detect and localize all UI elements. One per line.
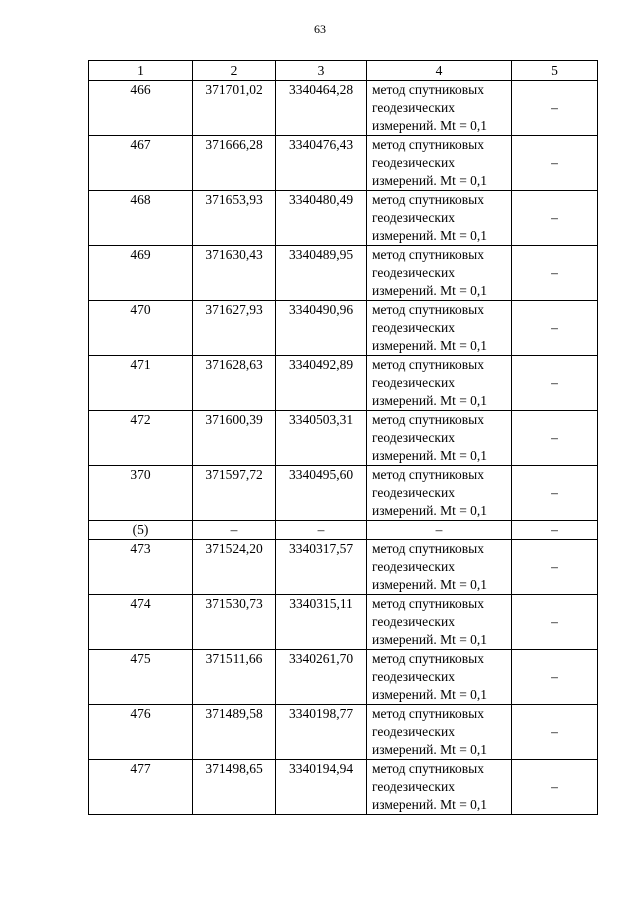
method-line: измерений. Mt = 0,1	[372, 742, 488, 757]
header-cell-1: 1	[89, 61, 193, 81]
note-cell: –	[512, 246, 598, 301]
note-cell: –	[512, 191, 598, 246]
method-line: метод спутниковых	[372, 302, 484, 317]
note-cell: –	[512, 411, 598, 466]
method-line: измерений. Mt = 0,1	[372, 448, 488, 463]
method-cell	[367, 81, 512, 136]
y-coordinate-cell: 3340476,43	[276, 136, 367, 191]
method-line: геодезических	[372, 320, 455, 335]
method-cell	[367, 246, 512, 301]
method-line: геодезических	[372, 485, 455, 500]
method-line: измерений. Mt = 0,1	[372, 577, 488, 592]
point-number-cell: 469	[89, 246, 193, 301]
point-number-cell: 470	[89, 301, 193, 356]
x-coordinate-cell: 371597,72	[193, 466, 276, 521]
point-number-cell: 471	[89, 356, 193, 411]
x-coordinate-cell: 371524,20	[193, 540, 276, 595]
table-row	[89, 81, 598, 136]
point-number-cell: 474	[89, 595, 193, 650]
y-coordinate-cell: 3340503,31	[276, 411, 367, 466]
method-line: измерений. Mt = 0,1	[372, 632, 488, 647]
point-number-cell: 476	[89, 705, 193, 760]
y-coordinate-cell: 3340480,49	[276, 191, 367, 246]
header-cell-3: 3	[276, 61, 367, 81]
method-cell	[367, 136, 512, 191]
separator-x-cell: –	[193, 521, 276, 540]
method-line: метод спутниковых	[372, 467, 484, 482]
method-line: измерений. Mt = 0,1	[372, 283, 488, 298]
method-line: метод спутниковых	[372, 596, 484, 611]
method-line: геодезических	[372, 779, 455, 794]
method-cell	[367, 595, 512, 650]
method-line: измерений. Mt = 0,1	[372, 173, 488, 188]
method-line: геодезических	[372, 669, 455, 684]
note-cell: –	[512, 705, 598, 760]
header-cell-4: 4	[367, 61, 512, 81]
method-line: измерений. Mt = 0,1	[372, 338, 488, 353]
method-line: геодезических	[372, 265, 455, 280]
y-coordinate-cell: 3340490,96	[276, 301, 367, 356]
method-line: метод спутниковых	[372, 247, 484, 262]
y-coordinate-cell: 3340464,28	[276, 81, 367, 136]
x-coordinate-cell: 371701,02	[193, 81, 276, 136]
point-number-cell: 466	[89, 81, 193, 136]
method-line: геодезических	[372, 100, 455, 115]
y-coordinate-cell: 3340317,57	[276, 540, 367, 595]
x-coordinate-cell: 371489,58	[193, 705, 276, 760]
x-coordinate-cell: 371628,63	[193, 356, 276, 411]
note-cell: –	[512, 760, 598, 815]
method-line: геодезических	[372, 430, 455, 445]
method-cell	[367, 540, 512, 595]
separator-note-cell: –	[512, 521, 598, 540]
note-cell: –	[512, 466, 598, 521]
method-cell	[367, 650, 512, 705]
table-row	[89, 650, 598, 705]
separator-num-cell: (5)	[89, 521, 193, 540]
x-coordinate-cell: 371511,66	[193, 650, 276, 705]
method-line: метод спутниковых	[372, 706, 484, 721]
method-line: метод спутниковых	[372, 357, 484, 372]
x-coordinate-cell: 371498,65	[193, 760, 276, 815]
method-line: геодезических	[372, 614, 455, 629]
point-number-cell: 370	[89, 466, 193, 521]
note-cell: –	[512, 650, 598, 705]
x-coordinate-cell: 371627,93	[193, 301, 276, 356]
method-line: измерений. Mt = 0,1	[372, 393, 488, 408]
note-cell: –	[512, 136, 598, 191]
coordinates-table-body	[89, 61, 598, 815]
method-line: измерений. Mt = 0,1	[372, 228, 488, 243]
x-coordinate-cell: 371630,43	[193, 246, 276, 301]
method-line: метод спутниковых	[372, 82, 484, 97]
table-row	[89, 411, 598, 466]
note-cell: –	[512, 301, 598, 356]
header-cell-5: 5	[512, 61, 598, 81]
y-coordinate-cell: 3340315,11	[276, 595, 367, 650]
point-number-cell: 472	[89, 411, 193, 466]
table-row	[89, 136, 598, 191]
table-row	[89, 760, 598, 815]
method-cell	[367, 760, 512, 815]
point-number-cell: 475	[89, 650, 193, 705]
note-cell: –	[512, 595, 598, 650]
x-coordinate-cell: 371653,93	[193, 191, 276, 246]
y-coordinate-cell: 3340495,60	[276, 466, 367, 521]
y-coordinate-cell: 3340492,89	[276, 356, 367, 411]
table-header-row	[89, 61, 598, 81]
header-cell-2: 2	[193, 61, 276, 81]
y-coordinate-cell: 3340489,95	[276, 246, 367, 301]
method-line: метод спутниковых	[372, 192, 484, 207]
note-cell: –	[512, 356, 598, 411]
x-coordinate-cell: 371666,28	[193, 136, 276, 191]
table-row	[89, 595, 598, 650]
method-cell	[367, 301, 512, 356]
point-number-cell: 473	[89, 540, 193, 595]
method-line: измерений. Mt = 0,1	[372, 797, 488, 812]
method-line: метод спутниковых	[372, 761, 484, 776]
method-line: геодезических	[372, 375, 455, 390]
method-line: измерений. Mt = 0,1	[372, 503, 488, 518]
method-line: измерений. Mt = 0,1	[372, 118, 488, 133]
method-cell	[367, 466, 512, 521]
method-line: измерений. Mt = 0,1	[372, 687, 488, 702]
table-row	[89, 301, 598, 356]
table-row	[89, 356, 598, 411]
y-coordinate-cell: 3340198,77	[276, 705, 367, 760]
point-number-cell: 467	[89, 136, 193, 191]
method-line: геодезических	[372, 724, 455, 739]
table-row	[89, 705, 598, 760]
table-row	[89, 246, 598, 301]
x-coordinate-cell: 371600,39	[193, 411, 276, 466]
coordinates-table	[88, 60, 598, 815]
method-line: геодезических	[372, 155, 455, 170]
page-number: 63	[314, 22, 326, 36]
method-line: метод спутниковых	[372, 651, 484, 666]
method-line: геодезических	[372, 559, 455, 574]
note-cell: –	[512, 540, 598, 595]
method-line: метод спутниковых	[372, 541, 484, 556]
y-coordinate-cell: 3340194,94	[276, 760, 367, 815]
separator-method-cell: –	[367, 521, 512, 540]
method-cell	[367, 191, 512, 246]
method-line: метод спутниковых	[372, 412, 484, 427]
table-row	[89, 191, 598, 246]
x-coordinate-cell: 371530,73	[193, 595, 276, 650]
point-number-cell: 468	[89, 191, 193, 246]
y-coordinate-cell: 3340261,70	[276, 650, 367, 705]
separator-row	[89, 521, 598, 540]
method-line: метод спутниковых	[372, 137, 484, 152]
method-cell	[367, 356, 512, 411]
table-row	[89, 466, 598, 521]
method-cell	[367, 411, 512, 466]
point-number-cell: 477	[89, 760, 193, 815]
separator-y-cell: –	[276, 521, 367, 540]
table-row	[89, 540, 598, 595]
note-cell: –	[512, 81, 598, 136]
method-line: геодезических	[372, 210, 455, 225]
method-cell	[367, 705, 512, 760]
